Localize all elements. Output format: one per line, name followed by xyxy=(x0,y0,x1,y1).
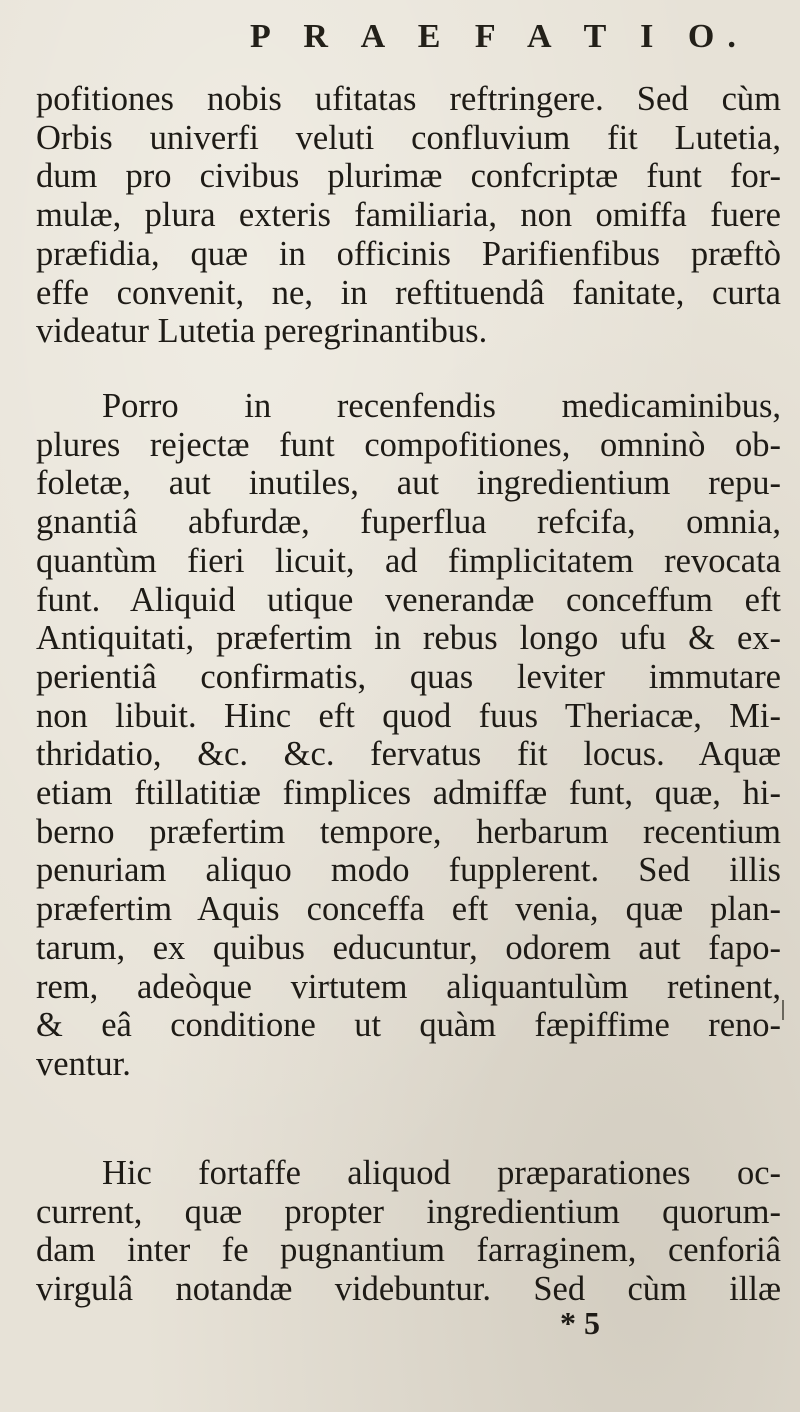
text-line: non libuit. Hinc eft quod fuus Theriacæ, Mi- xyxy=(36,696,781,735)
text-line: plures rejectæ funt compofitiones, omninò ob- xyxy=(36,425,781,464)
text-line: berno præfertim tempore, herbarum recentium xyxy=(36,812,781,851)
text-line: current, quæ propter ingredientium quorum- xyxy=(36,1192,781,1231)
text-line: tarum, ex quibus educuntur, odorem aut fapo- xyxy=(36,928,781,967)
margin-speck xyxy=(782,1000,784,1020)
text-line: dam inter fe pugnantium farraginem, cenforiâ xyxy=(36,1231,781,1270)
text-line: præfidia, quæ in officinis Parifienfibus præftò xyxy=(36,234,781,273)
text-line: thridatio, &c. &c. fervatus fit locus. Aquæ xyxy=(36,735,781,774)
text-line: penuriam aliquo modo fupplerent. Sed illis xyxy=(36,851,781,890)
running-header: P R A E F A T I O. xyxy=(250,18,749,55)
text-line: virgulâ notandæ videbuntur. Sed cùm illæ xyxy=(36,1270,781,1309)
text-line: & eâ conditione ut quàm fæpiffime reno- xyxy=(36,1006,781,1045)
text-line: quantùm fieri licuit, ad fimplicitatem revocata xyxy=(36,541,781,580)
text-line: funt. Aliquid utique venerandæ conceffum eft xyxy=(36,580,781,619)
text-line: pofitiones nobis ufitatas reftringere. Sed cùm xyxy=(36,80,781,118)
text-line: rem, adeòque virtutem aliquantulùm retinent, xyxy=(36,967,781,1006)
text-line: gnantiâ abfurdæ, fuperflua refcifa, omnia, xyxy=(36,503,781,542)
text-line: mulæ, plura exteris familiaria, non omiffa fuere xyxy=(36,196,781,235)
paragraph-2 xyxy=(36,387,781,1084)
text-line: etiam ftillatitiæ fimplices admiffæ funt, quæ, hi- xyxy=(36,774,781,813)
text-line: præfertim Aquis conceffa eft venia, quæ plan- xyxy=(36,890,781,929)
text-line: perientiâ confirmatis, quas leviter immutare xyxy=(36,657,781,696)
text-line: Antiquitati, præfertim in rebus longo ufu & ex- xyxy=(36,619,781,658)
text-line: Orbis univerfi veluti confluvium fit Lutetia, xyxy=(36,118,781,157)
text-line: foletæ, aut inutiles, aut ingredientium repu- xyxy=(36,464,781,503)
paragraph-1 xyxy=(36,80,781,351)
text-line: videatur Lutetia peregrinantibus. xyxy=(36,312,488,351)
text-line: Porro in recenfendis medicaminibus, xyxy=(102,387,781,425)
text-line: effe convenit, ne, in reftituendâ fanitate, curta xyxy=(36,273,781,312)
signature-mark: * 5 xyxy=(560,1305,600,1341)
text-line: ventur. xyxy=(36,1044,131,1083)
text-line: Hic fortaffe aliquod præparationes oc- xyxy=(102,1154,781,1192)
text-line: dum pro civibus plurimæ confcriptæ funt for- xyxy=(36,157,781,196)
paragraph-3 xyxy=(36,1154,781,1309)
